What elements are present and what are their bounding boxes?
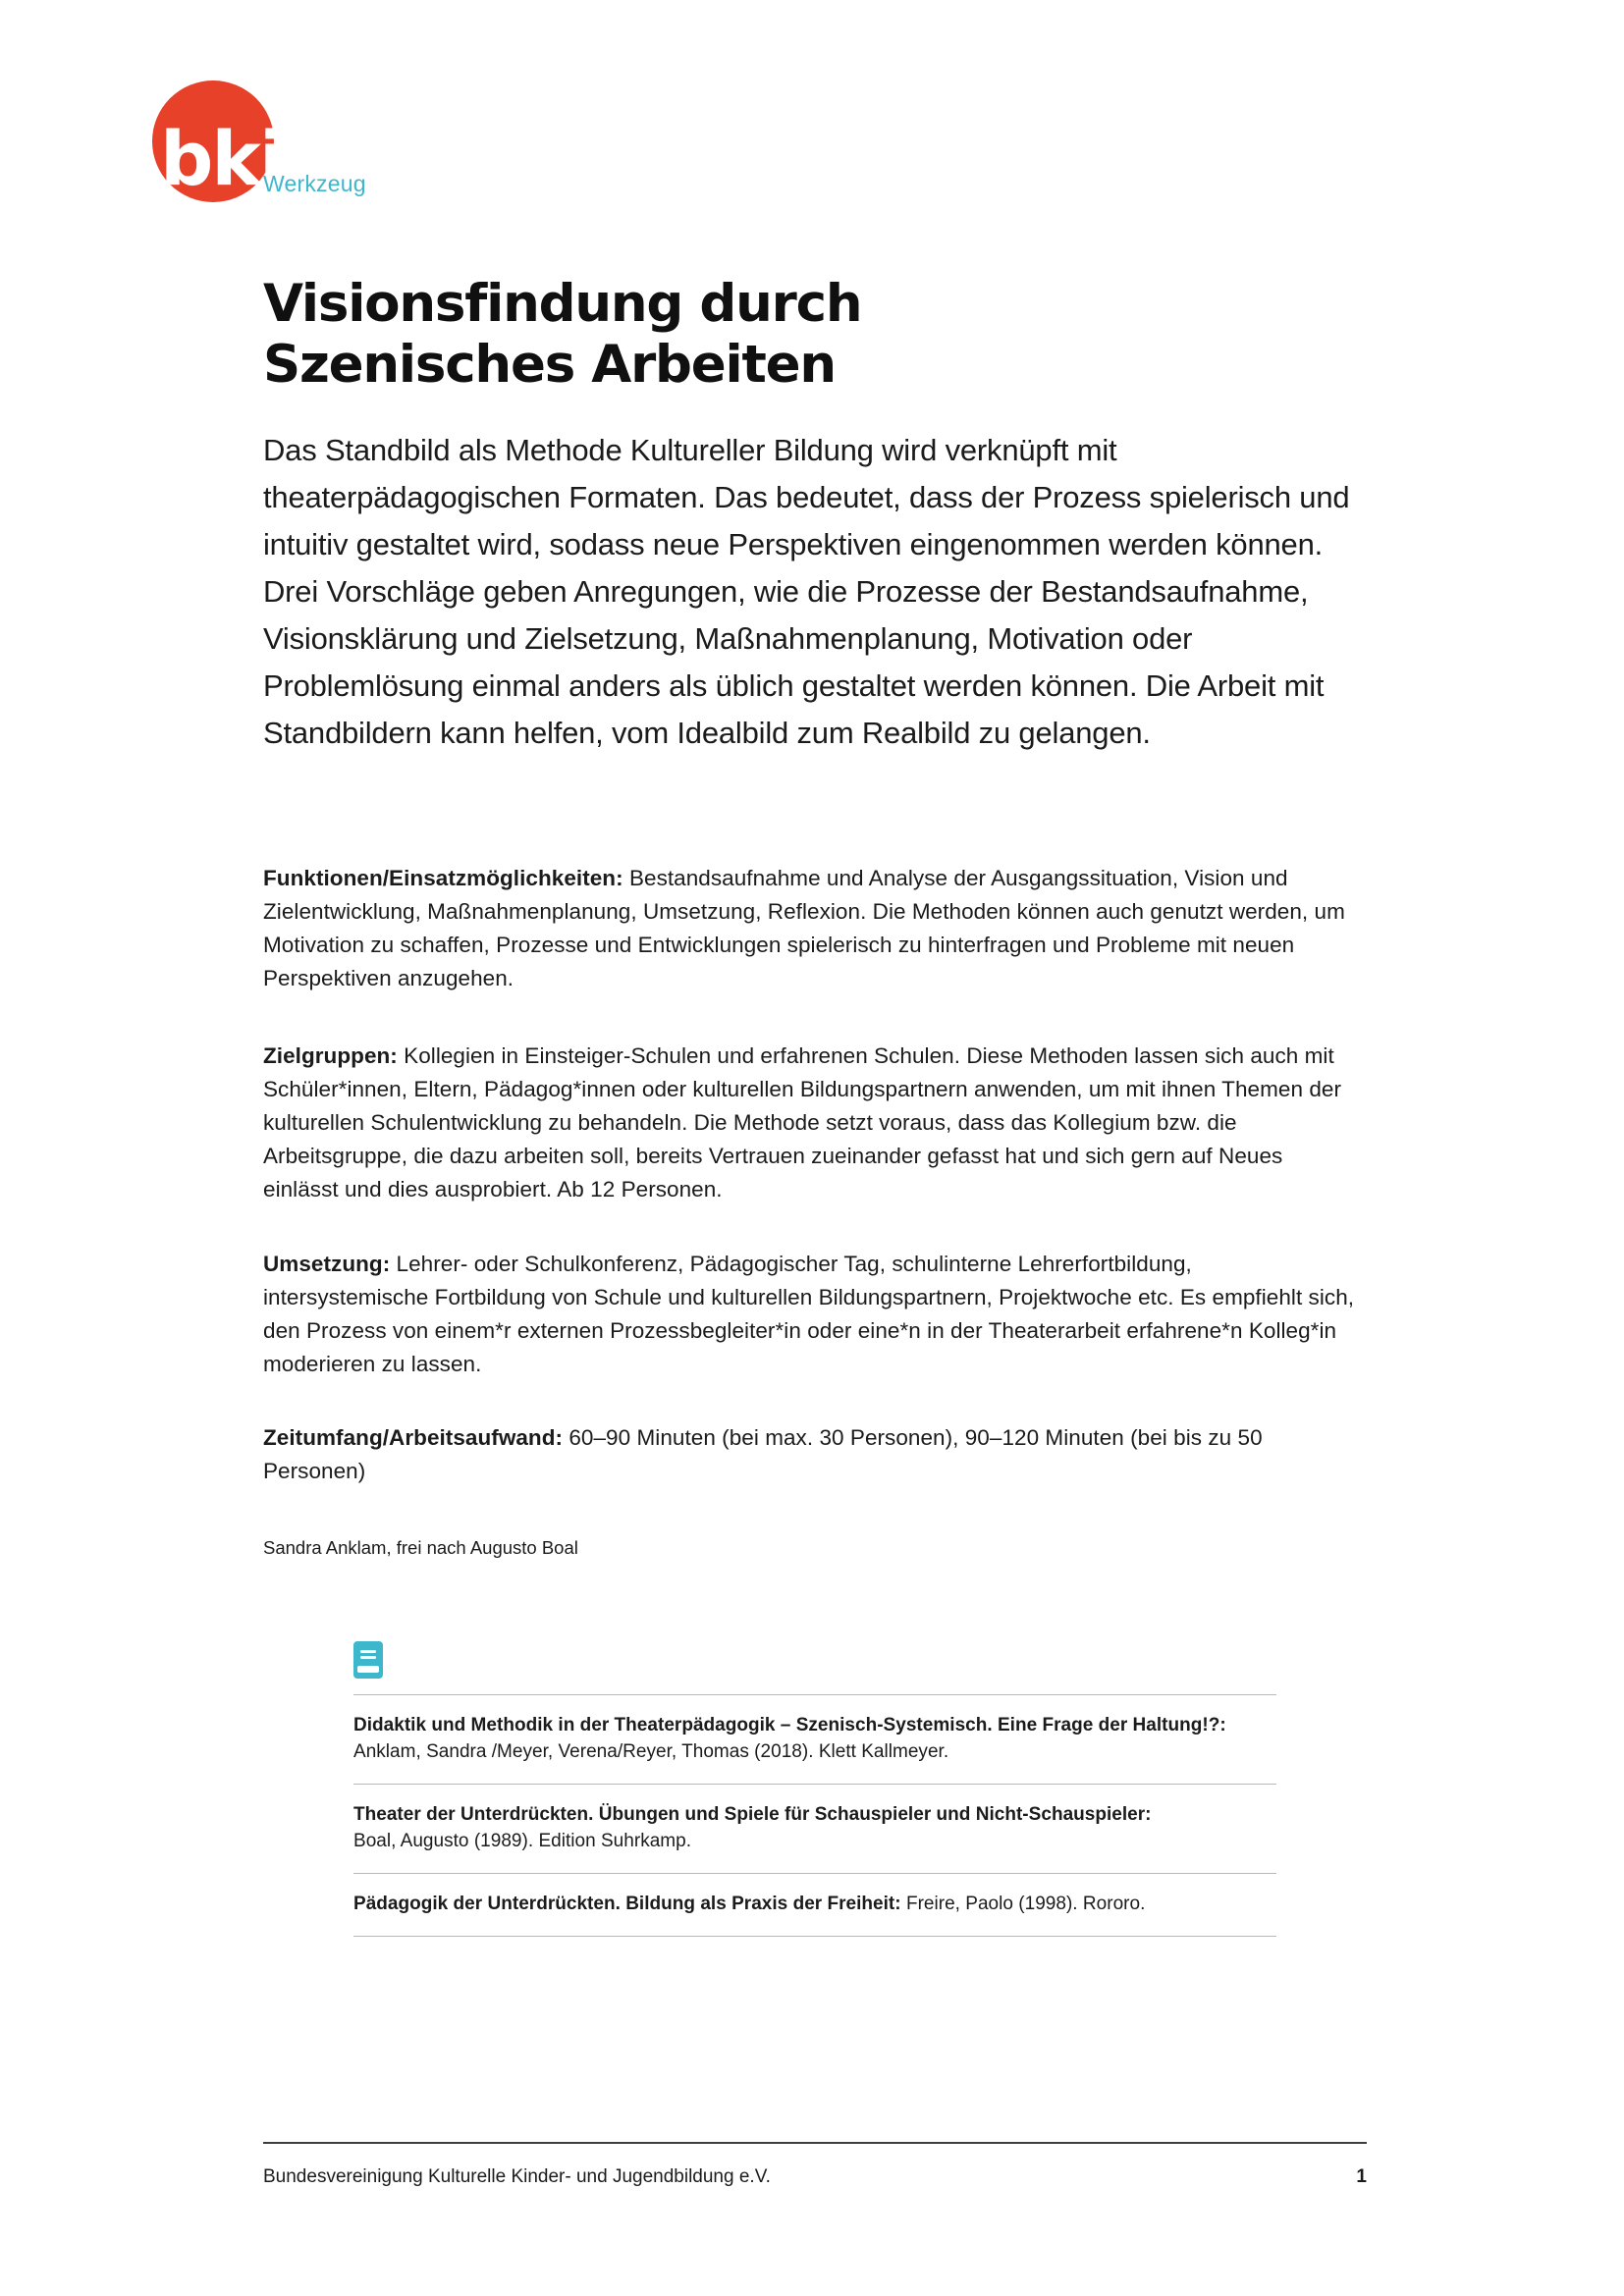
section-funktionen bbox=[263, 862, 1355, 995]
reference-divider bbox=[353, 1936, 1276, 1937]
book-icon bbox=[353, 1641, 383, 1679]
reference-item bbox=[353, 1874, 1276, 1936]
page-title-line-2: Szenisches Arbeiten bbox=[263, 334, 836, 395]
section-zielgruppen bbox=[263, 1040, 1355, 1206]
reference-item bbox=[353, 1785, 1276, 1873]
reference-title: Theater der Unterdrückten. Übungen und Spiele für Schauspieler und Nicht-Schauspieler: bbox=[353, 1804, 1152, 1825]
reference-title: Pädagogik der Unterdrückten. Bildung als Praxis der Freiheit: bbox=[353, 1894, 901, 1914]
section-umsetzung-text: Lehrer- oder Schulkonferenz, Pädagogischer Tag, schulinterne Lehrerfortbildung, intersystemische Fortbildung von Schule und kulturellen Bildungspartnern, Projektwoche etc. Es empfiehlt sich, den Prozess von einem*r externen Prozessbegleiter*in oder eine*n in der Theaterarbeit erfahrene*n Kolleg*in moderieren zu lassen. bbox=[263, 1251, 1355, 1376]
section-zielgruppen-text: Kollegien in Einsteiger-Schulen und erfahrenen Schulen. Diese Methoden lassen sich auch mit Schüler*innen, Eltern, Pädagog*innen oder kulturellen Bildungspartnern anwenden, um mit ihnen Themen der kulturellen Schulentwicklung zu behandeln. Die Methode setzt voraus, dass das Kollegium bzw. die Arbeitsgruppe, die dazu arbeiten soll, bereits Vertrauen zueinander gefasst hat und sich gern auf Neues einlässt und dies ausprobiert. Ab 12 Personen. bbox=[263, 1042, 1341, 1201]
references-block bbox=[353, 1641, 1276, 1937]
page-title bbox=[263, 274, 1363, 396]
section-umsetzung-label: Umsetzung: bbox=[263, 1251, 391, 1276]
footer-divider bbox=[263, 2142, 1367, 2144]
footer-organization: Bundesvereinigung Kulturelle Kinder- und Jugendbildung e.V. bbox=[263, 2166, 771, 2187]
section-funktionen-text: Bestandsaufnahme und Analyse der Ausgangssituation, Vision und Zielentwicklung, Maßnahmenplanung, Umsetzung, Reflexion. Die Methoden können auch genutzt werden, um Motivation zu schaffen, Prozesse und Entwicklungen spielerisch zu hinterfragen und Probleme mit neuen Perspektiven anzugehen. bbox=[263, 865, 1345, 990]
section-zeitumfang bbox=[263, 1421, 1355, 1488]
intro-paragraph: Das Standbild als Methode Kultureller Bildung wird verknüpft mit theaterpädagogischen Formaten. Das bedeutet, dass der Prozess spielerisch und intuitiv gestaltet wird, sodass neue Perspektiven eingenommen werden können. Drei Vorschläge geben Anregungen, wie die Prozesse der Bestandsaufnahme, Visionsklärung und Zielsetzung, Maßnahmenplanung, Motivation oder Problemlösung einmal anders als üblich gestaltet werden können. Die Arbeit mit Standbildern kann helfen, vom Idealbild zum Realbild zu gelangen. bbox=[263, 433, 1350, 750]
page-title-line-1: Visionsfindung durch bbox=[263, 273, 862, 334]
reference-detail: Boal, Augusto (1989). Edition Suhrkamp. bbox=[353, 1831, 692, 1851]
section-zeitumfang-text: 60–90 Minuten (bei max. 30 Personen), 90–120 Minuten (bei bis zu 50 Personen) bbox=[263, 1424, 1263, 1483]
section-funktionen-label: Funktionen/Einsatzmöglichkeiten: bbox=[263, 865, 623, 890]
reference-item bbox=[353, 1695, 1276, 1784]
section-umsetzung bbox=[263, 1248, 1355, 1381]
footer-page-number: 1 bbox=[1356, 2166, 1367, 2187]
author-credit: Sandra Anklam, frei nach Augusto Boal bbox=[263, 1536, 578, 1558]
bki-logo bbox=[152, 80, 565, 218]
section-zeitumfang-label: Zeitumfang/Arbeitsaufwand: bbox=[263, 1424, 564, 1450]
section-zielgruppen-label: Zielgruppen: bbox=[263, 1042, 398, 1068]
reference-detail: Freire, Paolo (1998). Rororo. bbox=[900, 1894, 1146, 1914]
reference-detail: Anklam, Sandra /Meyer, Verena/Reyer, Thomas (2018). Klett Kallmeyer. bbox=[353, 1741, 949, 1762]
logo-wordmark: bki bbox=[160, 115, 283, 202]
logo-sublabel: Werkzeug bbox=[263, 171, 366, 196]
reference-title: Didaktik und Methodik in der Theaterpädagogik – Szenisch-Systemisch. Eine Frage der Haltung!?: bbox=[353, 1715, 1226, 1735]
